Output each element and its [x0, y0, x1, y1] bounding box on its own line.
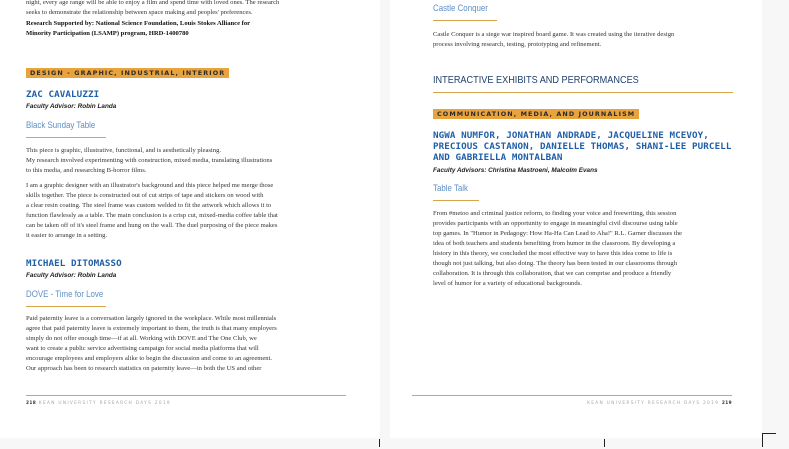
crop-mark — [762, 433, 776, 434]
footer-rule — [412, 395, 732, 396]
footer-label: KEAN UNIVERSITY RESEARCH DAYS 2019 — [38, 401, 171, 406]
section-rule — [433, 92, 733, 93]
title-underline — [433, 200, 479, 201]
body-line: a clear resin coating. The steel frame was custom welded to fit the artwork which allows it to — [26, 202, 272, 209]
faculty-advisors: Faculty Advisors: Christina Mastroeni, Malcolm Evans — [433, 167, 598, 174]
body-line: top games. In "Humor in Pedagogy: How Ha-Ha Can Lead to Aha!" R.L. Garner discusses the — [433, 230, 682, 237]
student-names: AND GABRIELLA MONTALBAN — [433, 152, 563, 163]
title-underline — [26, 137, 106, 138]
body-line: though not just talking, but also doing. The theory has been tested in our classrooms through — [433, 260, 677, 267]
body-line: idea of both teachers and students benefiting from humor in the classroom. By developing a — [433, 240, 676, 247]
body-line: My research involved experimenting with construction, mixed media, translating illustrations — [26, 157, 273, 164]
body-line: process involving research, testing, prototyping and refinement. — [433, 41, 602, 48]
crop-mark — [604, 439, 605, 447]
page-footer — [587, 401, 732, 406]
body-line: to this media, and researching B-horror films. — [26, 167, 147, 174]
body-line: Our approach has been to research statistics on paternity leave—in both the US and other — [26, 365, 262, 372]
project-title: Table Talk — [433, 183, 468, 193]
faculty-advisor: Faculty Advisor: Robin Landa — [26, 272, 117, 279]
funding-line: Research Supported by: National Science Foundation, Louis Stokes Alliance for — [26, 20, 251, 27]
body-line: I am a graphic designer with an illustrator's background and this piece helped me merge those — [26, 182, 274, 189]
body-line: collaboration. It is through this collaboration, that we can comprise and produce a friendly — [433, 270, 672, 277]
project-title: Castle Conquer — [433, 3, 488, 13]
body-line: want to create a public service advertising campaign for social media platforms that will — [26, 345, 259, 352]
body-line: This piece is graphic, illustrative, functional, and is aesthetically pleasing. — [26, 147, 222, 154]
body-line: encourage employees and employers alike to begin the discussion and come to an agreement. — [26, 355, 273, 362]
section-heading: INTERACTIVE EXHIBITS AND PERFORMANCES — [433, 75, 639, 86]
project-title: DOVE - Time for Love — [26, 289, 104, 299]
student-names: PRECIOUS CASTANON, DANIELLE THOMAS, SHANI-LEE PURCELL — [433, 141, 732, 152]
footer-rule — [26, 395, 346, 396]
project-title: Black Sunday Table — [26, 120, 96, 130]
body-line: Paid paternity leave is a conversation largely ignored in the workplace. While most millennials — [26, 315, 277, 322]
faculty-advisor: Faculty Advisor: Robin Landa — [26, 103, 117, 110]
body-line: skills together. The piece is constructed out of cut strips of tape and stickers on wood with — [26, 192, 264, 199]
body-line: history in this theory, we concluded the most effective way to have this idea come to life is — [433, 250, 673, 257]
body-line: From #metoo and criminal justice reform, to finding your voice and freewriting, this session — [433, 210, 677, 217]
page-number: 219 — [721, 401, 732, 406]
student-name: MICHAEL DITOMASSO — [26, 258, 122, 269]
title-underline — [433, 20, 497, 21]
right-page — [390, 0, 762, 438]
body-line: provides participants with an opportunity to engage in meaningful civil discourse using table — [433, 220, 678, 227]
category-band: COMMUNICATION, MEDIA, AND JOURNALISM — [433, 109, 639, 119]
student-names: NGWA NUMFOR, JONATHAN ANDRADE, JACQUELINE MCEVOY, — [433, 130, 709, 141]
page-number: 218 — [26, 401, 37, 406]
body-line: function flawlessly as a table. The main conclusion is a crisp cut, mixed-media coffee table that — [26, 212, 278, 219]
body-line: level of humor for a variety of educational backgrounds. — [433, 280, 582, 287]
intro-line: night, every age range will be able to enjoy a film and spend time with loved ones. The research — [26, 0, 280, 6]
body-line: it easier to arrange in a setting. — [26, 232, 108, 239]
title-underline — [26, 306, 106, 307]
footer-label: KEAN UNIVERSITY RESEARCH DAYS 2019 — [587, 401, 720, 406]
funding-line: Minority Participation (LSAMP) program, HRD-1400780 — [26, 30, 189, 37]
intro-line: seeks to demonstrate the relationship between space making and peoples' preferences. — [26, 9, 253, 16]
body-line: simply do not offer enough time—if at all. Working with DOVE and The One Club, we — [26, 335, 257, 342]
body-line: can be taken off of it's steel frame and hung on the wall. The duel purposing of the piece makes — [26, 222, 278, 229]
page-footer — [26, 401, 171, 406]
student-name: ZAC CAVALUZZI — [26, 89, 100, 100]
body-line: Castle Conquer is a siege war inspired board game. It was created using the iterative design — [433, 31, 675, 38]
category-band: DESIGN - GRAPHIC, INDUSTRIAL, INTERIOR — [26, 68, 229, 78]
crop-mark — [379, 439, 380, 447]
body-line: agree that paid paternity leave is extremely important to them, the truth is that many employers — [26, 325, 277, 332]
left-page — [0, 0, 380, 438]
crop-mark — [762, 433, 763, 447]
